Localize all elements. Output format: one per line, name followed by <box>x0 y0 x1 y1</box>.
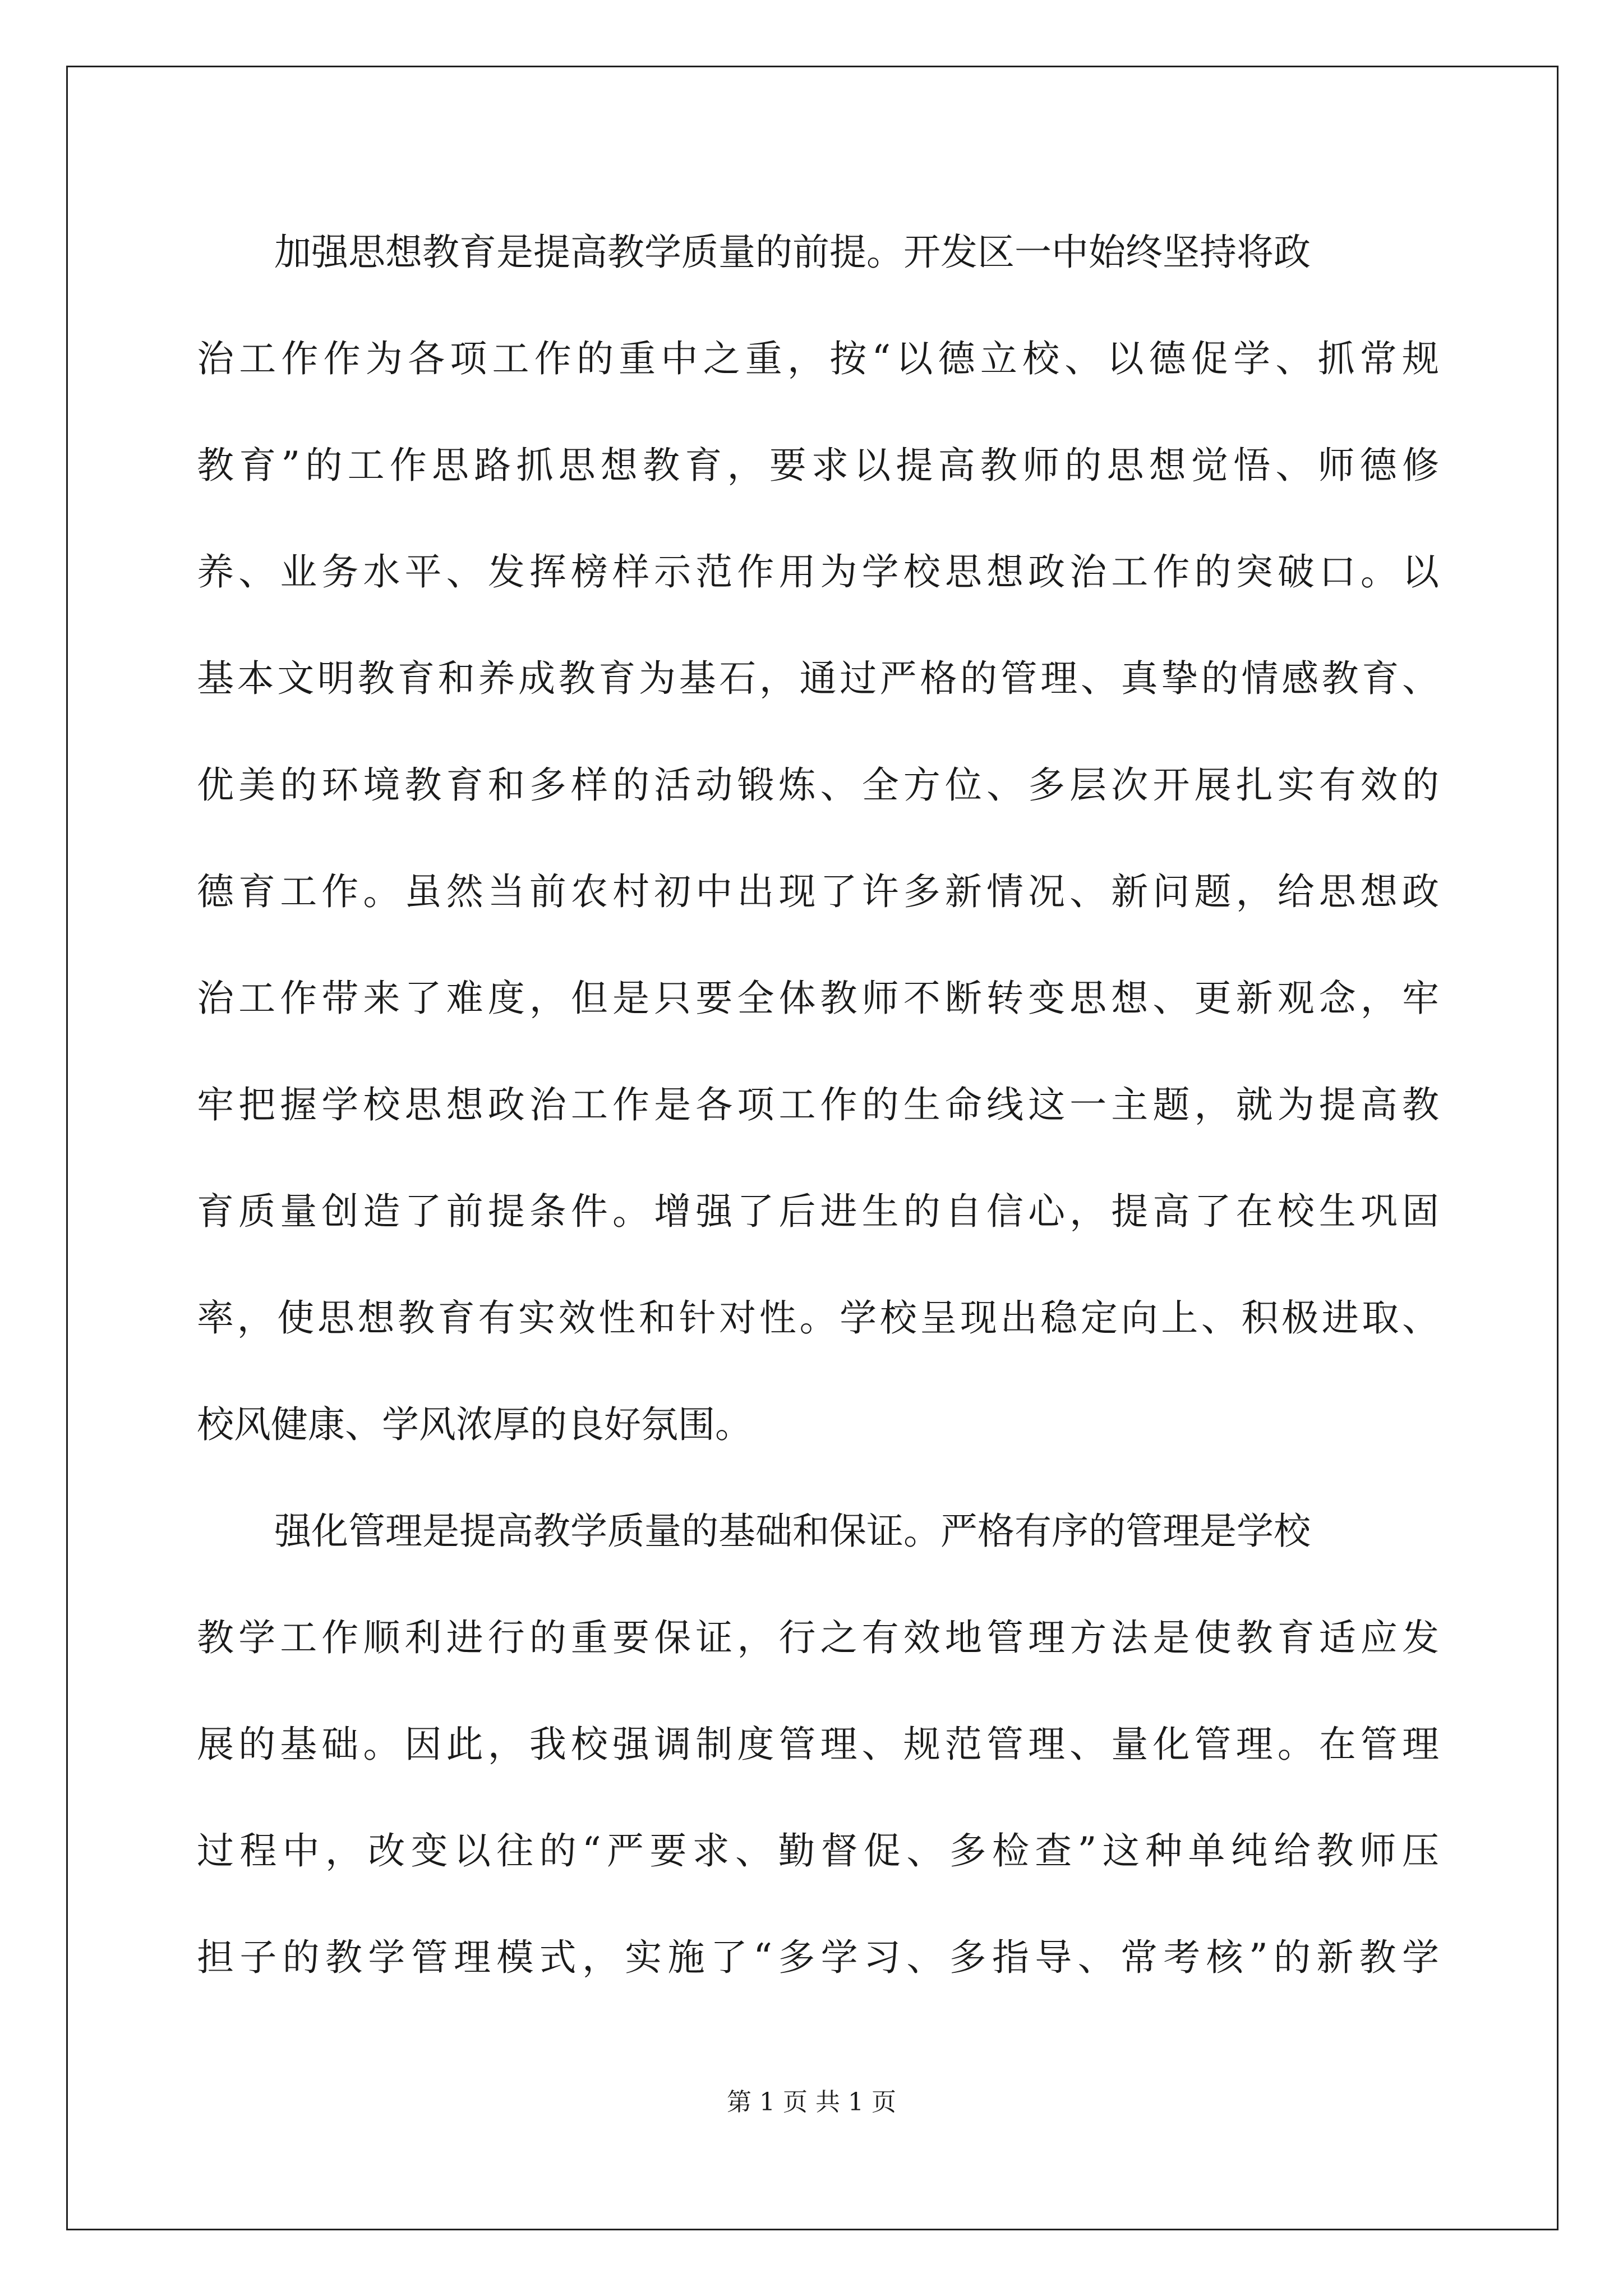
text-line: 加强思想教育是提高教学质量的前提。开发区一中始终坚持将政 <box>274 231 1311 274</box>
text-line: 德育工作。虽然当前农村初中出现了许多新情况、新问题，给思想政 <box>197 870 1439 913</box>
text-line: 强化管理是提高教学质量的基础和保证。严格有序的管理是学校 <box>274 1510 1311 1553</box>
text-line: 率，使思想教育有实效性和针对性。学校呈现出稳定向上、积极进取、 <box>197 1296 1439 1340</box>
text-line: 教学工作顺利进行的重要保证，行之有效地管理方法是使教育适应发 <box>197 1616 1439 1659</box>
text-line: 治工作作为各项工作的重中之重，按“以德立校、以德促学、抓常规 <box>197 337 1439 380</box>
text-line: 展的基础。因此，我校强调制度管理、规范管理、量化管理。在管理 <box>197 1723 1439 1766</box>
text-line: 养、业务水平、发挥榜样示范作用为学校思想政治工作的突破口。以 <box>197 550 1439 593</box>
text-line: 牢把握学校思想政治工作是各项工作的生命线这一主题，就为提高教 <box>197 1083 1439 1126</box>
document-body <box>197 199 1439 2011</box>
page-number-footer: 第 1 页 共 1 页 <box>727 2088 896 2116</box>
text-line: 教育”的工作思路抓思想教育，要求以提高教师的思想觉悟、师德修 <box>197 444 1439 487</box>
text-line: 担子的教学管理模式，实施了“多学习、多指导、常考核”的新教学 <box>197 1936 1439 1979</box>
text-line: 基本文明教育和养成教育为基石，通过严格的管理、真挚的情感教育、 <box>197 657 1439 700</box>
text-line: 优美的环境教育和多样的活动锻炼、全方位、多层次开展扎实有效的 <box>197 763 1439 807</box>
text-line: 过程中，改变以往的“严要求、勤督促、多检查”这种单纯给教师压 <box>197 1829 1439 1872</box>
text-line: 校风健康、学风浓厚的良好氛围。 <box>197 1403 752 1446</box>
text-line: 治工作带来了难度，但是只要全体教师不断转变思想、更新观念，牢 <box>197 977 1439 1020</box>
text-line: 育质量创造了前提条件。增强了后进生的自信心，提高了在校生巩固 <box>197 1190 1439 1233</box>
